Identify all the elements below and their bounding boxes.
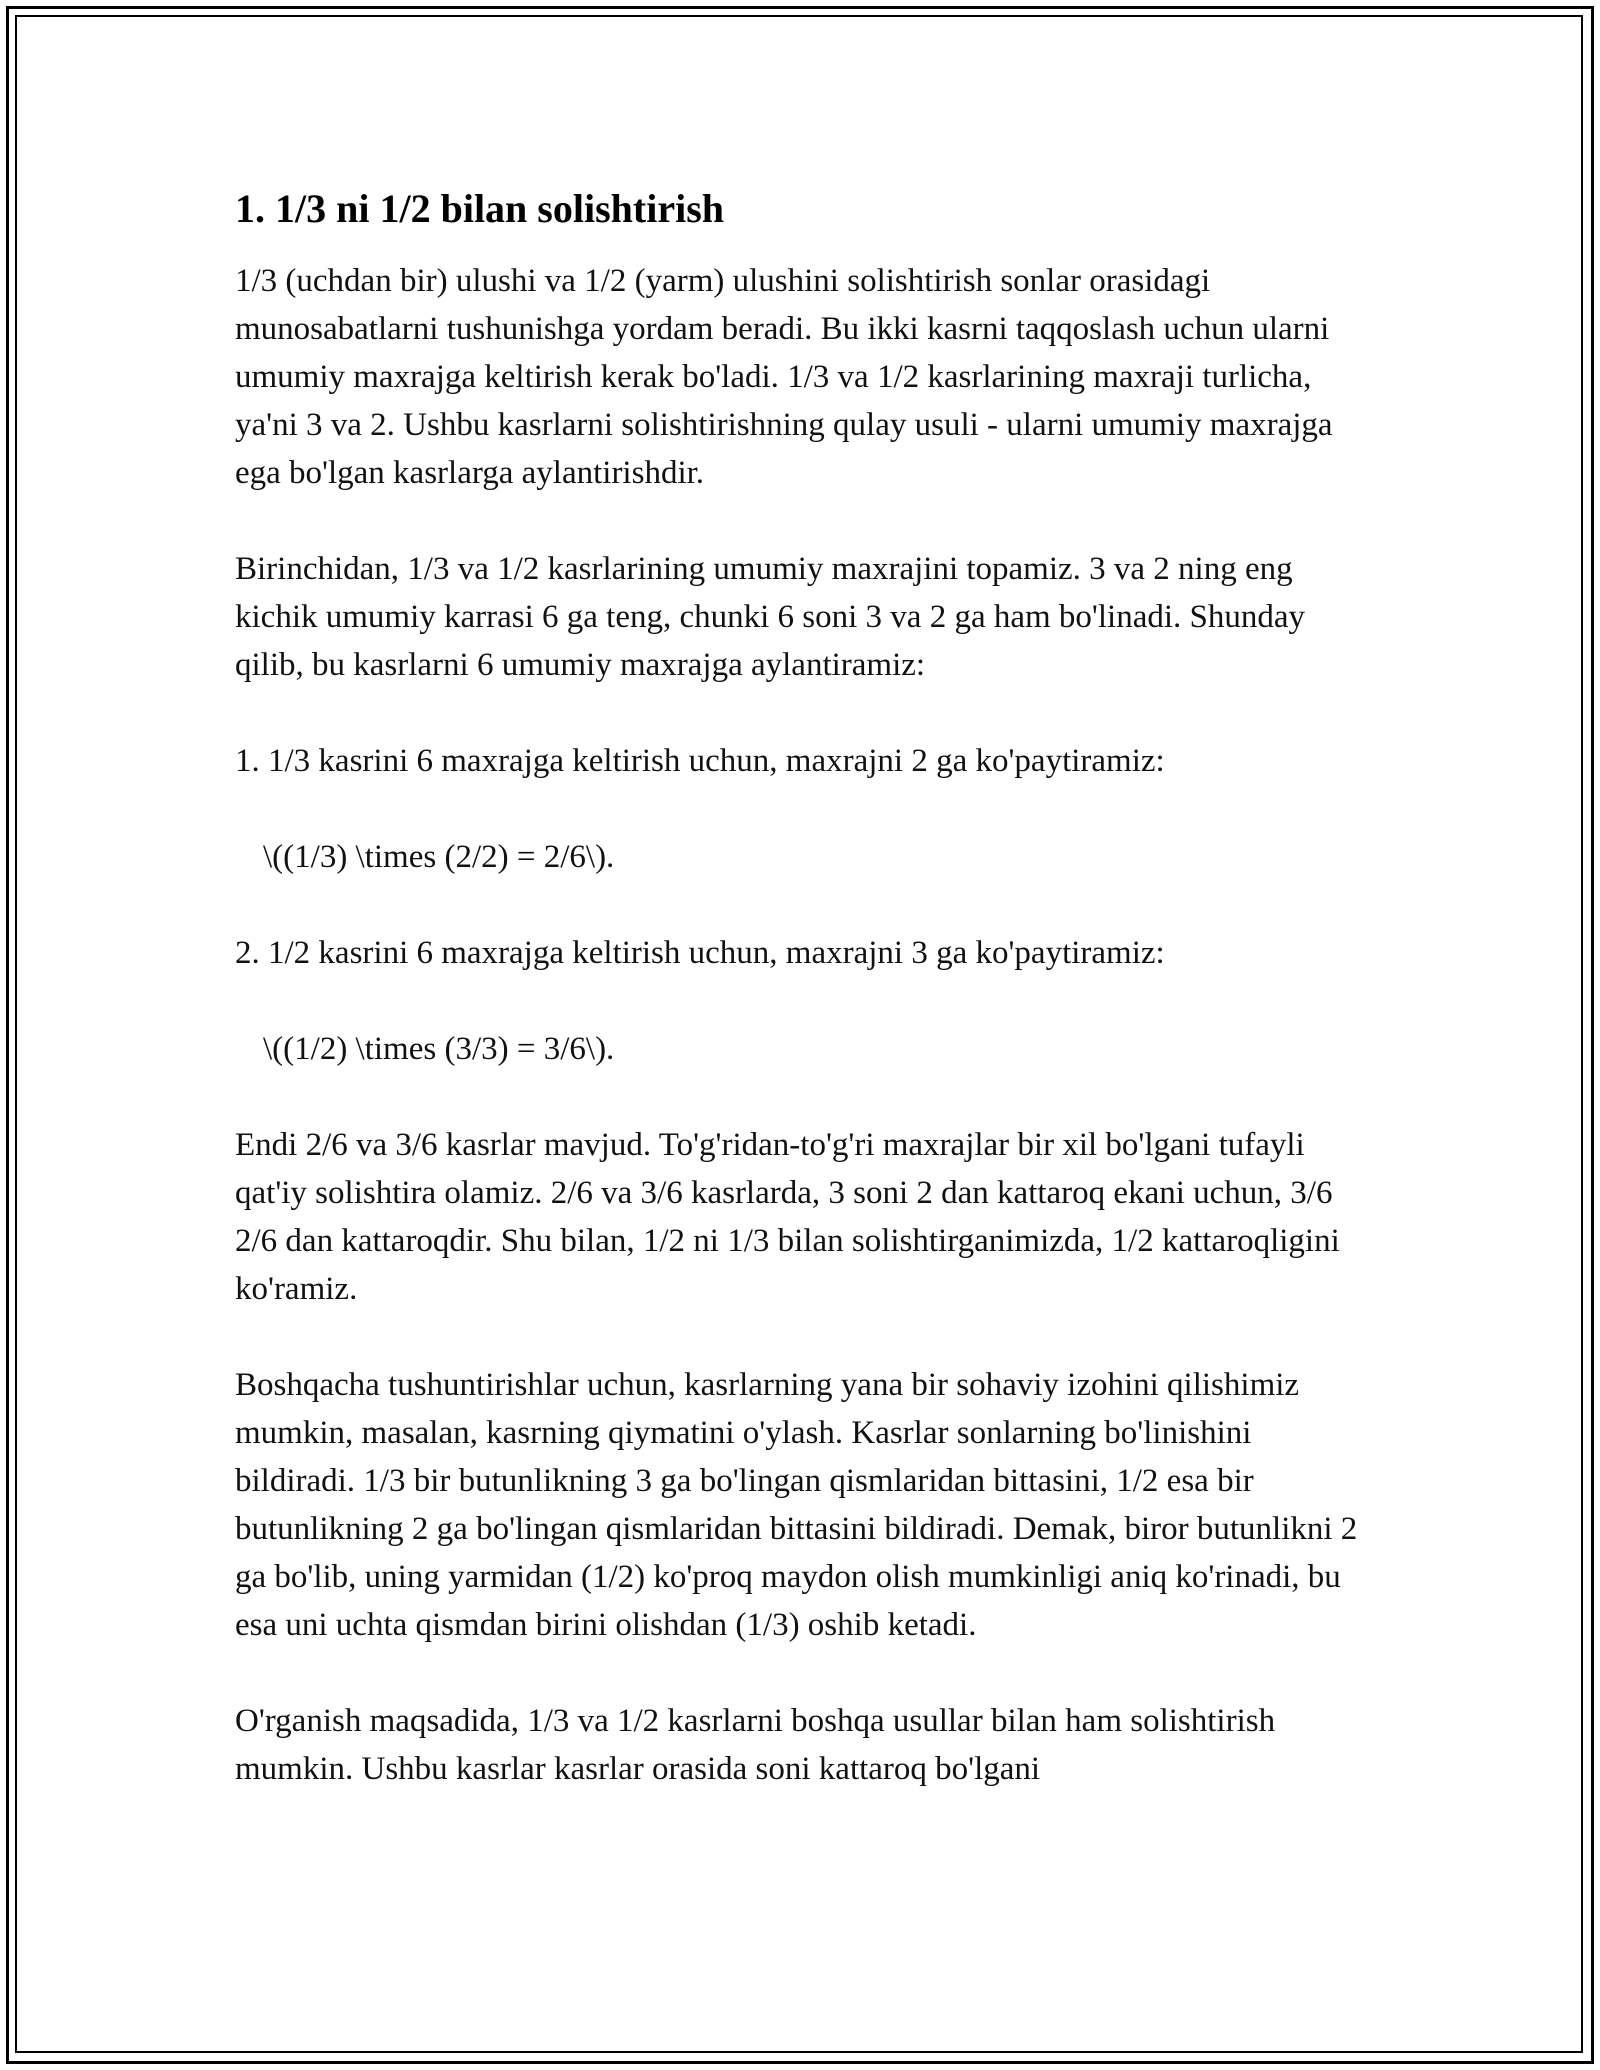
- step-1: 1. 1/3 kasrini 6 maxrajga keltirish uchun, maxrajni 2 ga ko'paytiramiz:: [235, 743, 1165, 779]
- paragraph-common-denominator: Birinchidan, 1/3 va 1/2 kasrlarining umumiy maxrajini topamiz. 3 va 2 ning eng kichik umumiy karrasi 6 ga teng, chunki 6 soni 3 va 2 ga ham bo'linadi. Shunday qilib, bu kasrlarni 6 umumiy maxrajga aylantiramiz:: [235, 551, 1306, 683]
- formula-1: \((1/3) \times (2/2) = 2/6\).: [263, 839, 615, 875]
- section-heading: 1. 1/3 ni 1/2 bilan solishtirish: [235, 186, 725, 231]
- step-2: 2. 1/2 kasrini 6 maxrajga keltirish uchun, maxrajni 3 ga ko'paytiramiz:: [235, 935, 1165, 971]
- paragraph-comparison: Endi 2/6 va 3/6 kasrlar mavjud. To'g'ridan-to'g'ri maxrajlar bir xil bo'lgani tufayli qat'iy solishtira olamiz. 2/6 va 3/6 kasrlarda, 3 soni 2 dan kattaroq ekani uchun, 3/6 2/6 dan kattaroqdir. Shu bilan, 1/2 ni 1/3 bilan solishtirganimizda, 1/2 kattaroqligini ko'ramiz.: [235, 1127, 1340, 1307]
- paragraph-other-methods: O'rganish maqsadida, 1/3 va 1/2 kasrlarni boshqa usullar bilan ham solishtirish mumkin. Ushbu kasrlar kasrlar orasida soni kattaroq bo'lgani: [235, 1703, 1276, 1787]
- paragraph-explanation: Boshqacha tushuntirishlar uchun, kasrlarning yana bir sohaviy izohini qilishimiz mumkin, masalan, kasrning qiymatini o'ylash. Kasrlar sonlarning bo'linishini bildiradi. 1/3 bir butunlikning 3 ga bo'lingan qismlaridan bittasini, 1/2 esa bir butunlikning 2 ga bo'lingan qismlaridan bittasini bildiradi. Demak, biror butunlikni 2 ga bo'lib, uning yarmidan (1/2) ko'proq maydon olish mumkinligi aniq ko'rinadi, bu esa uni uchta qismdan birini olishdan (1/3) oshib ketadi.: [235, 1367, 1358, 1643]
- paragraph-intro: 1/3 (uchdan bir) ulushi va 1/2 (yarm) ulushini solishtirish sonlar orasidagi munosabatlarni tushunishga yordam beradi. Bu ikki kasrni taqqoslash uchun ularni umumiy maxrajga keltirish kerak bo'ladi. 1/3 va 1/2 kasrlarining maxraji turlicha, ya'ni 3 va 2. Ushbu kasrlarni solishtirishning qulay usuli - ularni umumiy maxrajga ega bo'lgan kasrlarga aylantirishdir.: [235, 263, 1333, 491]
- document-body: [235, 185, 1375, 1793]
- formula-2: \((1/2) \times (3/3) = 3/6\).: [263, 1031, 615, 1067]
